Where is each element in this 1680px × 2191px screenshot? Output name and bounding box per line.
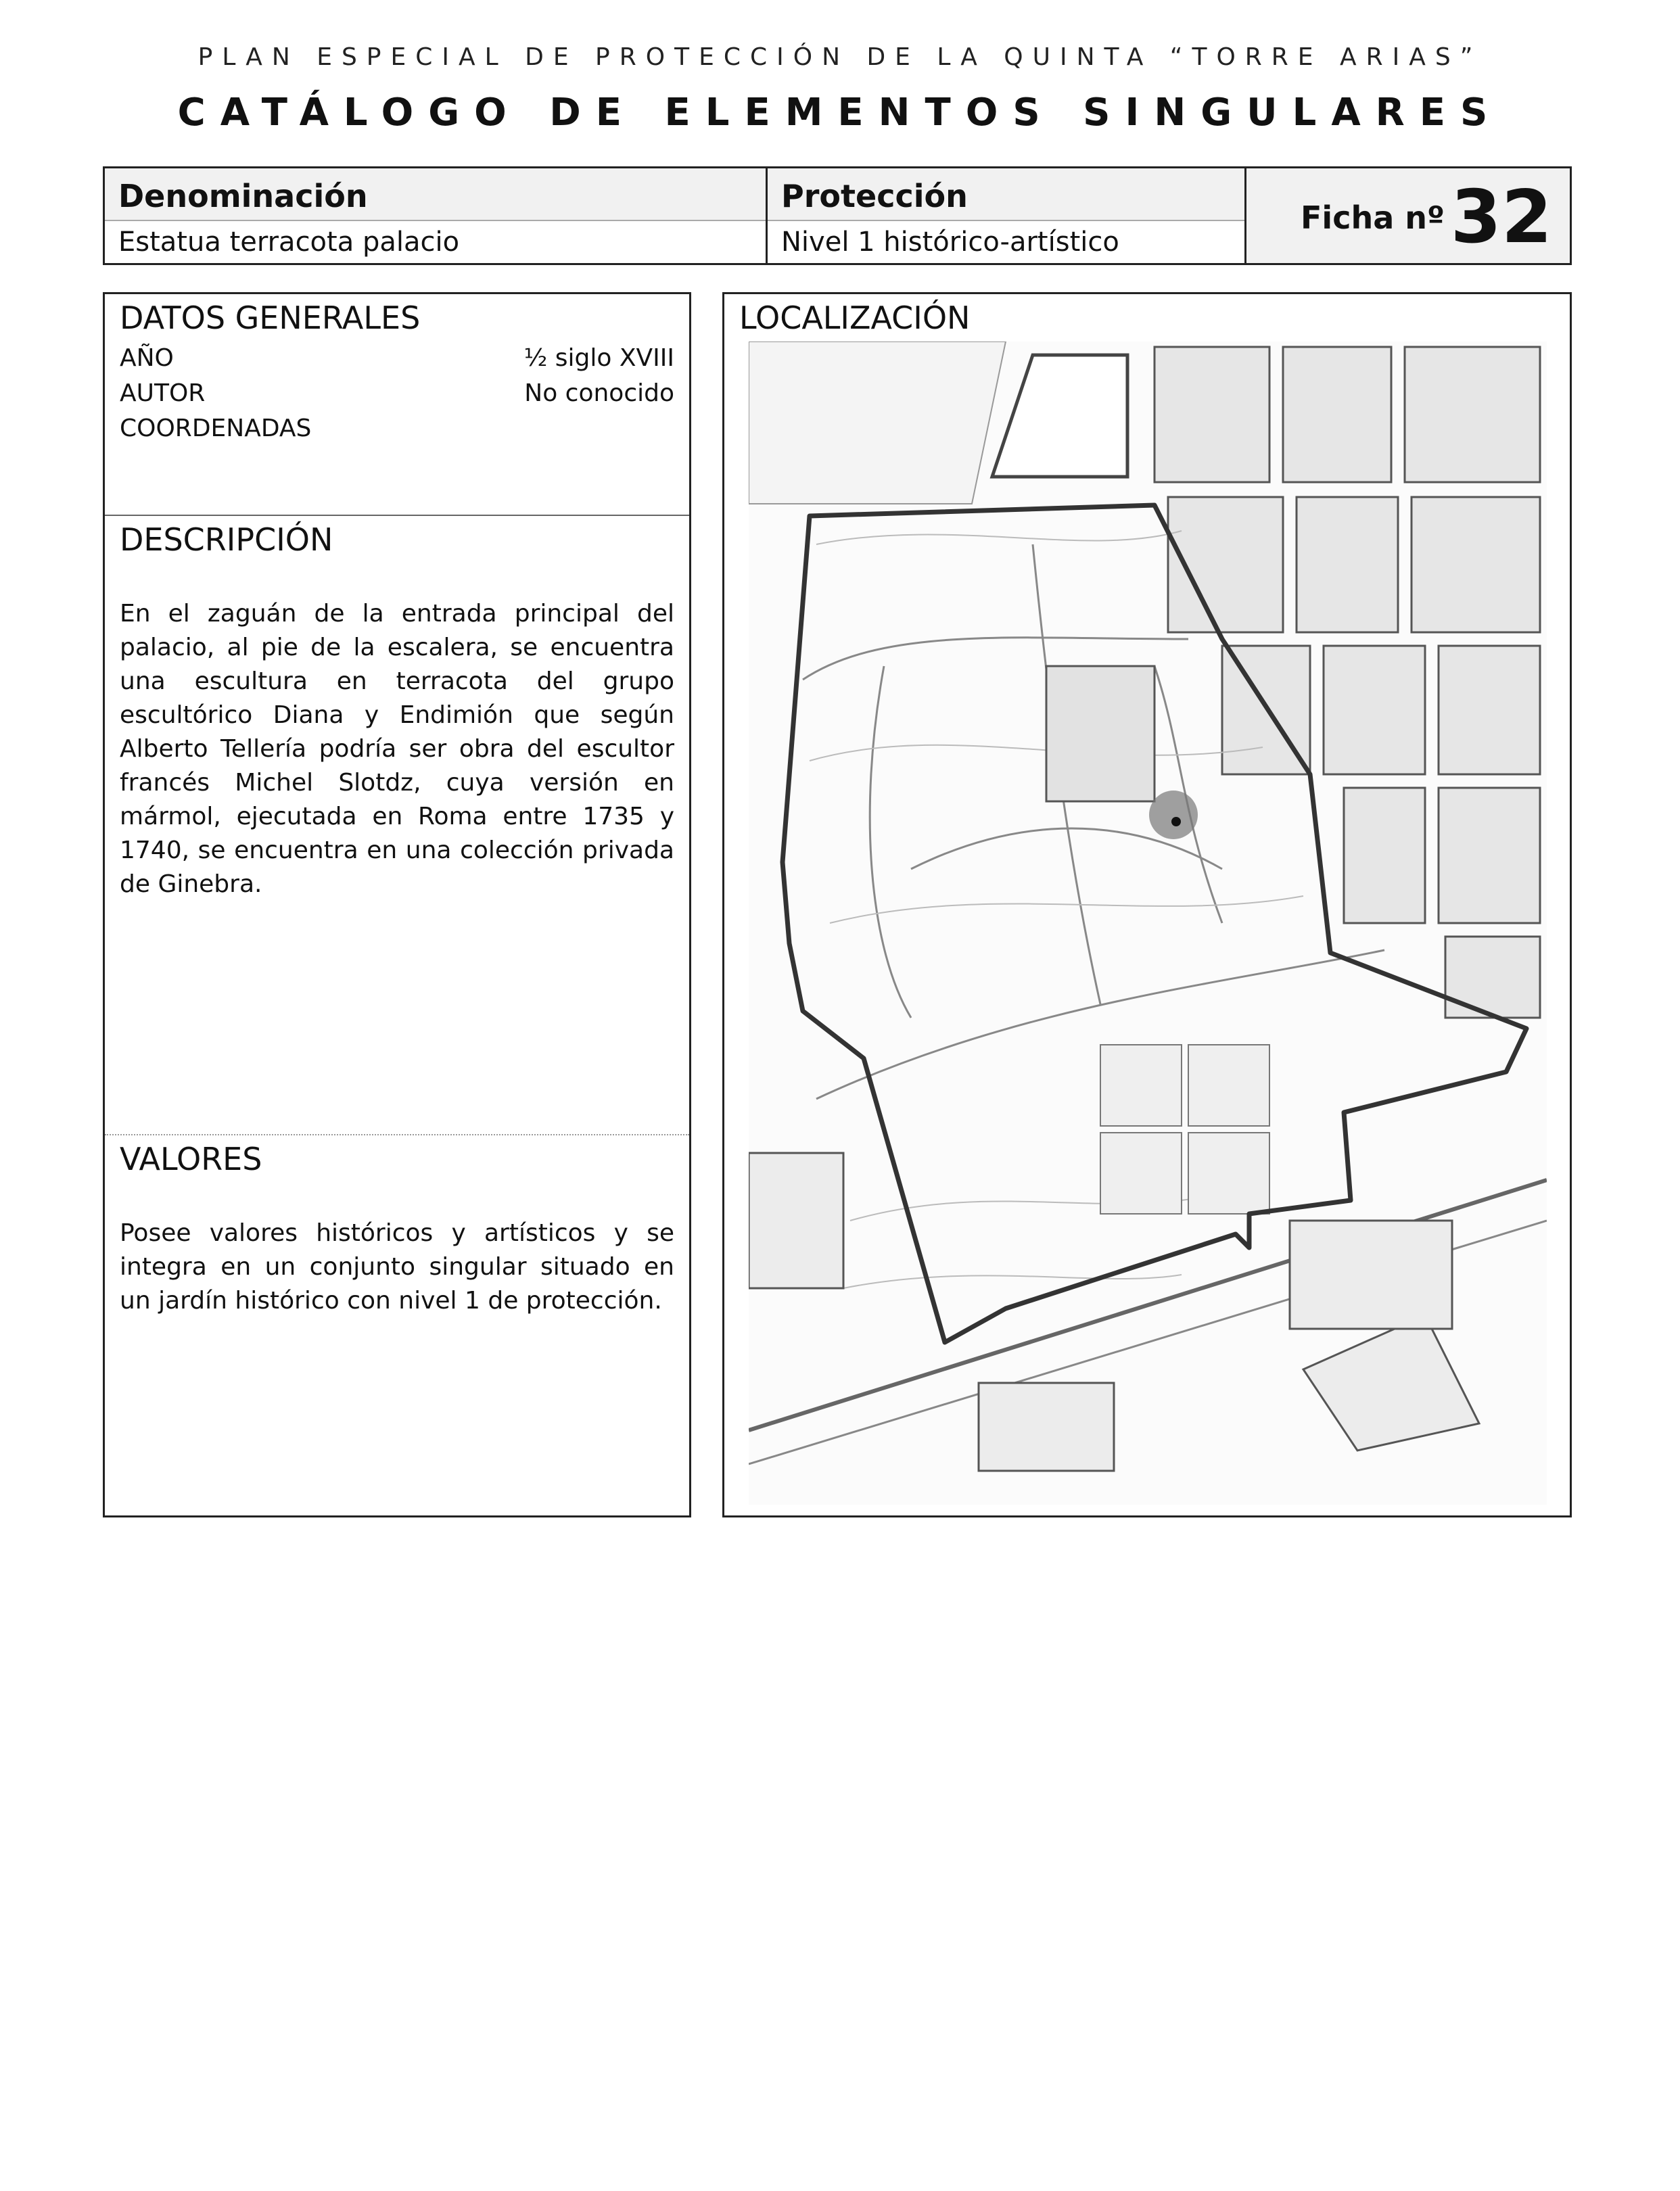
denominacion-value: Estatua terracota palacio — [118, 227, 460, 258]
descripcion-title: DESCRIPCIÓN — [120, 521, 333, 558]
location-marker — [1149, 791, 1198, 839]
proteccion-label: Protección — [781, 178, 968, 214]
map-block — [1411, 497, 1540, 632]
map-block — [1324, 646, 1425, 774]
map-block — [1188, 1045, 1269, 1126]
map-block — [1297, 497, 1398, 632]
coordenadas-key: COORDENADAS — [120, 415, 312, 442]
valores-title: VALORES — [120, 1141, 262, 1177]
palace-building — [1046, 666, 1154, 801]
location-marker-dot — [1171, 817, 1181, 826]
map-block — [1100, 1133, 1182, 1214]
map-block — [1188, 1133, 1269, 1214]
map-block — [749, 341, 1006, 504]
map-block — [979, 1383, 1114, 1471]
ano-key: AÑO — [120, 344, 174, 372]
map-block — [1154, 347, 1269, 482]
header-table — [103, 166, 1250, 265]
denominacion-label: Denominación — [118, 178, 368, 214]
map-block — [1100, 1045, 1182, 1126]
info-panel — [103, 292, 691, 1517]
proteccion-value: Nivel 1 histórico-artístico — [781, 227, 1119, 258]
location-map — [749, 341, 1547, 1505]
map-block — [749, 1153, 843, 1288]
autor-key: AUTOR — [120, 379, 206, 407]
localizacion-panel — [722, 292, 1572, 1517]
map-block — [1290, 1221, 1452, 1329]
ficha-number: 32 — [1450, 175, 1552, 260]
section-divider — [105, 515, 689, 516]
ficha-label: Ficha nº — [1301, 199, 1445, 236]
localizacion-title: LOCALIZACIÓN — [739, 300, 971, 336]
ano-value: ½ siglo XVIII — [523, 344, 674, 372]
map-block — [1405, 347, 1540, 482]
proteccion-cell — [768, 168, 1248, 263]
plan-title: PLAN ESPECIAL DE PROTECCIÓN DE LA QUINTA “TORRE ARIAS” — [197, 43, 1483, 71]
section-divider — [105, 1134, 689, 1135]
autor-value: No conocido — [524, 379, 674, 407]
map-block — [1344, 788, 1425, 923]
datos-generales-title: DATOS GENERALES — [120, 300, 421, 336]
map-block — [1439, 646, 1540, 774]
descripcion-text: En el zaguán de la entrada principal del palacio, al pie de la escalera, se encuentra una escultura en terracota del grupo escultórico Diana y Endimión que según Alberto Tellería podría ser obra del escultor francés Michel Slotdz, cuya versión en mármol, ejecutada en Roma entre 1735 y 1740, se encuentra en una colección privada de Ginebra. — [120, 600, 674, 898]
catalog-title: CATÁLOGO DE ELEMENTOS SINGULARES — [177, 91, 1503, 135]
ficha-box — [1244, 166, 1572, 265]
valores-text: Posee valores históricos y artísticos y se integra en un conjunto singular situado en un jardín histórico con nivel 1 de protección. — [120, 1219, 674, 1315]
denominacion-cell — [105, 168, 768, 263]
map-block — [1445, 937, 1540, 1018]
map-block — [1283, 347, 1391, 482]
map-block — [1439, 788, 1540, 923]
